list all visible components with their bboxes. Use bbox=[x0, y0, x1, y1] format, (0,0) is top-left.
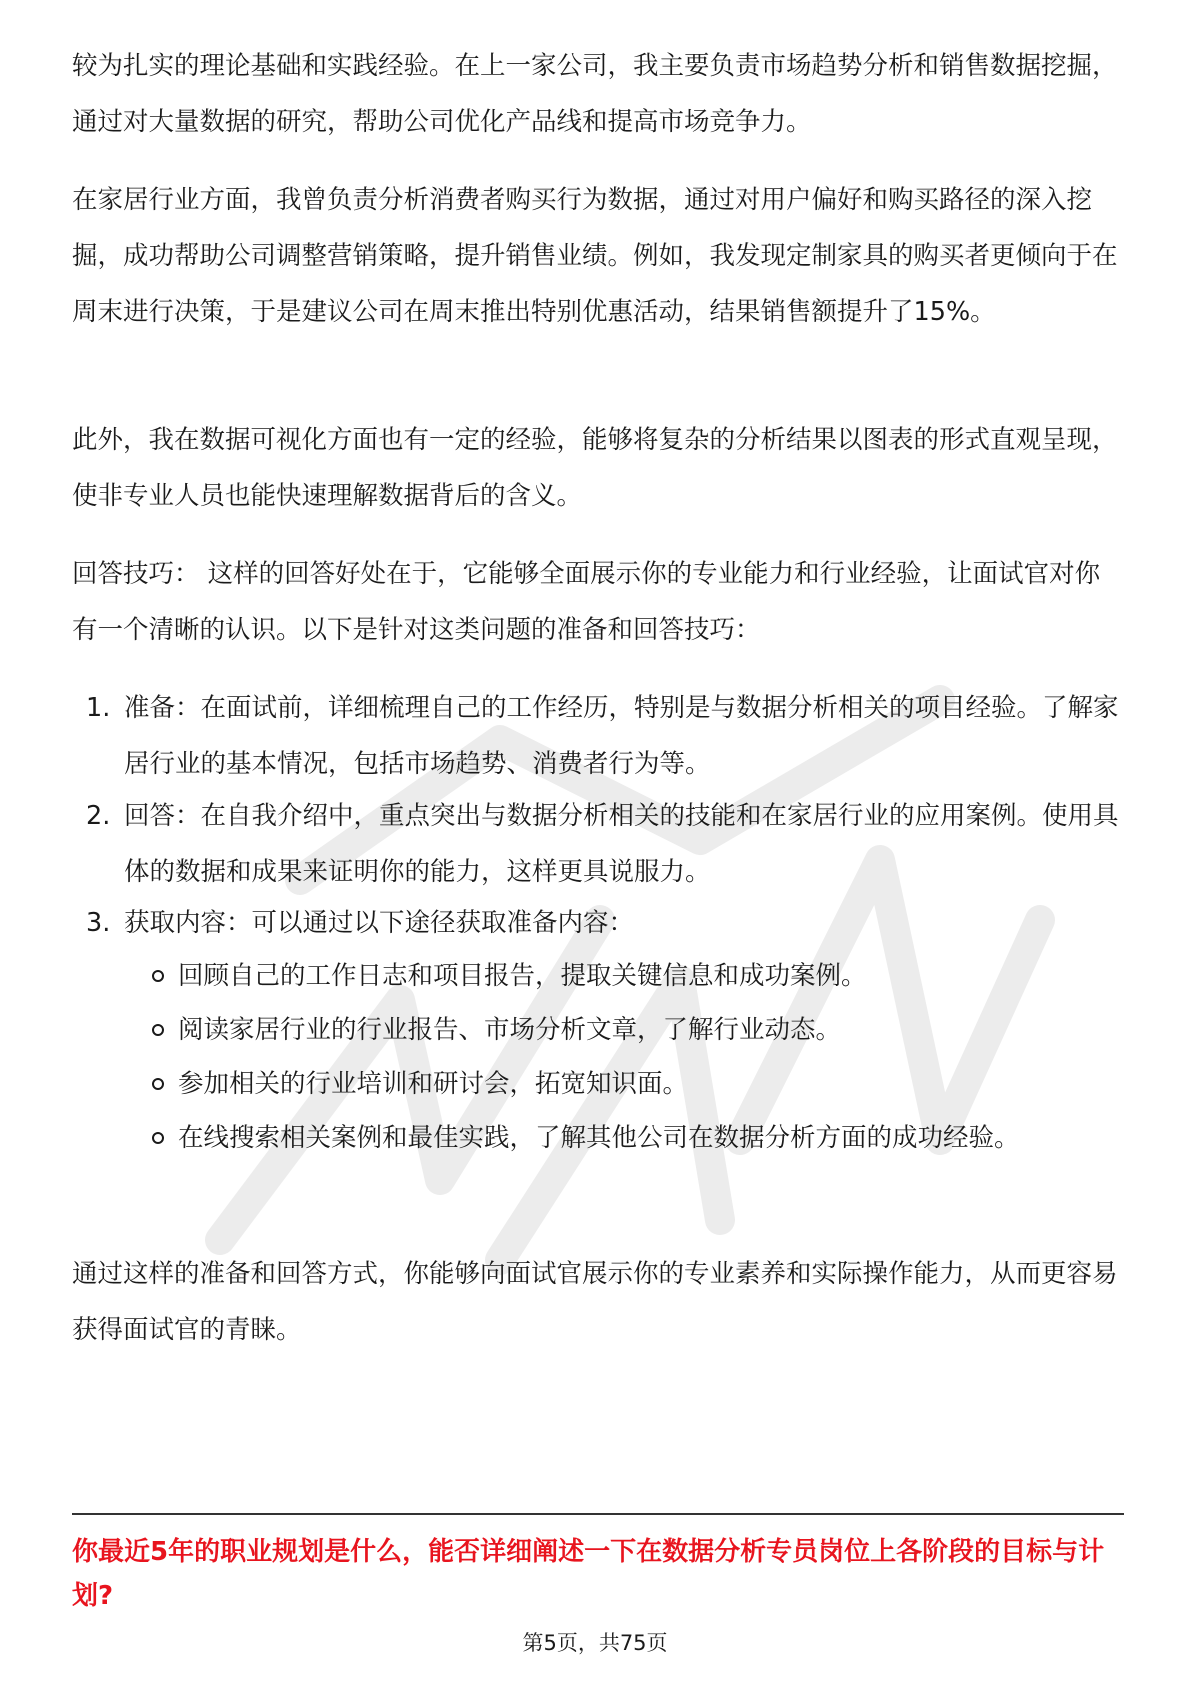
sub-list-item-text: 回顾自己的工作日志和项目报告，提取关键信息和成功案例。 bbox=[178, 961, 867, 991]
paragraph-experience-summary: 较为扎实的理论基础和实践经验。在上一家公司，我主要负责市场趋势分析和销售数据挖掘，通过对大量数据的研究，帮助公司优化产品线和提高市场竞争力。 bbox=[72, 51, 1118, 137]
sub-list-item-text: 在线搜索相关案例和最佳实践，了解其他公司在数据分析方面的成功经验。 bbox=[178, 1123, 1020, 1153]
list-item-text: 获取内容：可以通过以下途径获取准备内容： bbox=[124, 908, 635, 938]
list-item-number: 2. bbox=[86, 801, 111, 831]
list-item-number: 1. bbox=[86, 693, 111, 723]
list-item-text: 回答：在自我介绍中，重点突出与数据分析相关的技能和在家居行业的应用案例。使用具体的数据和成果来证明你的能力，这样更具说服力。 bbox=[124, 801, 1119, 887]
list-item-text: 准备：在面试前，详细梳理自己的工作经历，特别是与数据分析相关的项目经验。了解家居行业的基本情况，包括市场趋势、消费者行为等。 bbox=[124, 693, 1119, 779]
sub-list-item-text: 阅读家居行业的行业报告、市场分析文章，了解行业动态。 bbox=[178, 1015, 842, 1045]
page-number-footer: 第5页，共75页 bbox=[522, 1631, 668, 1655]
sub-list-item-text: 参加相关的行业培训和研讨会，拓宽知识面。 bbox=[178, 1069, 689, 1099]
hollow-bullet-icon bbox=[152, 970, 164, 982]
paragraph-home-industry: 在家居行业方面，我曾负责分析消费者购买行为数据，通过对用户偏好和购买路径的深入挖掘，成功帮助公司调整营销策略，提升销售业绩。例如，我发现定制家具的购买者更倾向于在周末进行决策，于是建议公司在周末推出特别优惠活动，结果销售额提升了15%。 bbox=[72, 185, 1118, 327]
paragraph-conclusion: 通过这样的准备和回答方式，你能够向面试官展示你的专业素养和实际操作能力，从而更容易获得面试官的青睐。 bbox=[72, 1259, 1118, 1345]
paragraph-answer-tips: 回答技巧： 这样的回答好处在于，它能够全面展示你的专业能力和行业经验，让面试官对你有一个清晰的认识。以下是针对这类问题的准备和回答技巧： bbox=[72, 559, 1101, 645]
hollow-bullet-icon bbox=[152, 1078, 164, 1090]
hollow-bullet-icon bbox=[152, 1024, 164, 1036]
paragraph-visualization: 此外，我在数据可视化方面也有一定的经验，能够将复杂的分析结果以图表的形式直观呈现，使非专业人员也能快速理解数据背后的含义。 bbox=[72, 425, 1118, 511]
next-question-heading: 你最近5年的职业规划是什么，能否详细阐述一下在数据分析专员岗位上各阶段的目标与计划? bbox=[72, 1537, 1105, 1611]
section-divider bbox=[72, 1513, 1124, 1515]
list-item-number: 3. bbox=[86, 908, 111, 938]
hollow-bullet-icon bbox=[152, 1132, 164, 1144]
